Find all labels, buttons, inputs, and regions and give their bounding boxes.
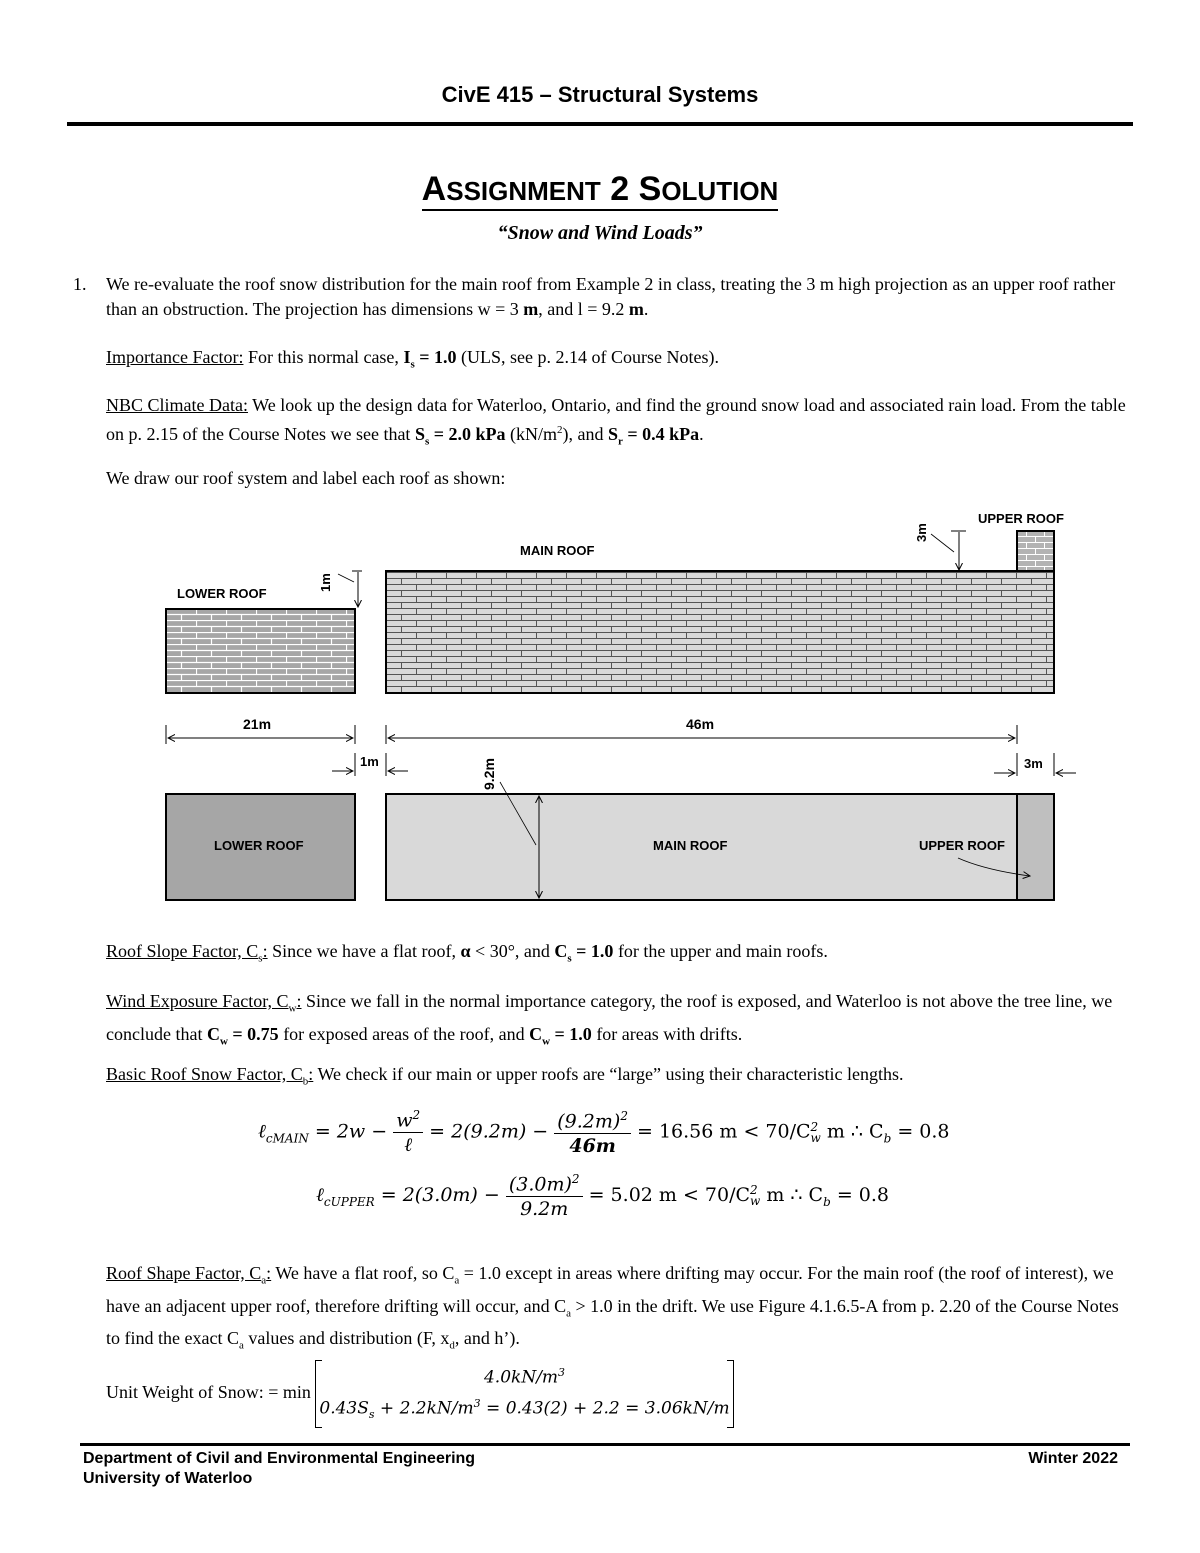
footer-rule — [80, 1443, 1130, 1446]
eq-fraction — [506, 1172, 583, 1220]
frac-den: 46m — [569, 1134, 616, 1157]
document-title — [0, 170, 1200, 209]
title-word: OLUTION — [661, 176, 779, 206]
leader-line — [931, 534, 954, 552]
section-label — [106, 1263, 272, 1287]
footer-department: Department of Civil and Environmental Engineering — [83, 1450, 476, 1467]
text-run: We look up the design data for Waterloo, Ontario, and find the ground snow load and associated rain load. From the table on p. 2.15 of the Course Notes we see that — [106, 395, 1126, 444]
value: = 0.75 — [227, 1023, 279, 1044]
value: = 1.0 — [414, 347, 457, 367]
frac-num-sup: 2 — [620, 1108, 628, 1123]
value: = 2.0 kPa — [429, 424, 506, 444]
subscript: a — [238, 1339, 244, 1352]
section-label — [106, 991, 302, 1015]
unit: m — [523, 299, 539, 319]
text-run: ), and — [562, 424, 608, 444]
symbol: C — [529, 1023, 543, 1044]
plan-upper-roof-label: UPPER ROOF — [919, 838, 1005, 853]
subscript: r — [618, 435, 623, 448]
dim-3m-width: 3m — [1024, 756, 1043, 771]
subscript: s — [424, 435, 430, 448]
dim-9-2m: 9.2m — [481, 758, 497, 790]
subscript: w — [219, 1035, 228, 1048]
label-text: Wind Exposure Factor, C — [106, 991, 289, 1011]
text-run: > 1.0 in the drift. We use Figure 4.1.6.5-A from p. 2.20 of the Course Notes to find the exact C — [106, 1295, 1119, 1349]
label-end: : — [296, 991, 302, 1011]
frac-num-text: w — [396, 1109, 413, 1132]
symbol: C — [206, 1023, 220, 1044]
frac-num-sup: 2 — [571, 1172, 580, 1186]
text-run: We have a flat roof, so C — [271, 1263, 455, 1283]
text-run: . — [699, 424, 704, 444]
eq-text: = 2w − — [308, 1120, 394, 1143]
subscript: w — [542, 1035, 551, 1048]
row-sup: 3 — [558, 1366, 566, 1379]
eq-text: = 0.8 — [830, 1184, 889, 1207]
upper-roof-label: UPPER ROOF — [978, 511, 1064, 526]
eq-supsub — [750, 1185, 760, 1207]
climate-data-paragraph — [106, 393, 1136, 455]
symbol: C — [554, 941, 568, 961]
eq-subscript: b — [823, 1194, 831, 1209]
frac-num — [554, 1109, 631, 1134]
subscript: a — [261, 1274, 267, 1287]
value: = 0.4 kPa — [622, 424, 700, 444]
text-run: Since we fall in the normal importance category, the roof is exposed, and Waterloo is not above the tree line, we conclude that — [106, 991, 1113, 1044]
lower-roof-elevation — [166, 609, 355, 693]
eq-sup: 2 — [810, 1119, 819, 1134]
dim-1m-gap: 1m — [360, 754, 379, 769]
upper-roof-elevation — [1017, 531, 1054, 571]
label-end: : — [262, 941, 268, 961]
text-run: . — [643, 299, 649, 319]
label-text: Roof Slope Factor, C — [106, 941, 259, 961]
eq-fraction — [393, 1108, 423, 1157]
eq-sub: w — [750, 1194, 761, 1209]
subscript: a — [454, 1274, 460, 1287]
dim-46m: 46m — [686, 716, 715, 732]
roof-shape-factor-paragraph — [106, 1261, 1136, 1359]
label-end: : — [308, 1064, 314, 1084]
subscript: s — [410, 358, 415, 371]
text-run: = 1.0 except in areas where drifting may occur. For the main roof (the roof of interest), we have an adjacent upper roof, therefore drifting will occur, and C — [106, 1263, 1114, 1316]
value: = 1.0 — [571, 941, 614, 961]
eq-text: m ∴ C — [760, 1184, 824, 1207]
text-run: (kN/m — [505, 424, 557, 444]
leader-line — [338, 574, 354, 582]
text-run: for the upper and main roofs. — [613, 941, 828, 961]
min-row-2 — [319, 1391, 729, 1428]
row-text: 0.43S — [319, 1398, 369, 1419]
unit: m — [628, 299, 644, 319]
question-text — [106, 272, 1136, 322]
text-run: < 30°, and — [470, 941, 555, 961]
text-run: values and distribution (F, x — [243, 1328, 450, 1349]
text-run: We re-evaluate the roof snow distribution for the main roof from Example 2 in class, treating the 3 m high projection as an upper roof rather than an obstruction. The projection has dimensions w = 3 — [106, 274, 1116, 319]
label-text: Roof Shape Factor, C — [106, 1263, 262, 1283]
footer-term: Winter 2022 — [1028, 1450, 1118, 1467]
diagram-intro: We draw our roof system and label each roof as shown: — [106, 468, 506, 488]
title-number: 2 — [610, 170, 630, 208]
basic-roof-snow-factor-paragraph — [106, 1062, 1136, 1095]
eq-subscript: cMAIN — [265, 1131, 309, 1146]
section-label — [106, 1064, 314, 1088]
frac-num-text: (9.2m) — [557, 1109, 621, 1132]
subscript: a — [566, 1307, 571, 1320]
eq-text: = 2(9.2m) − — [423, 1120, 555, 1143]
label-text: Basic Roof Snow Factor, C — [106, 1064, 303, 1084]
footer-university: University of Waterloo — [83, 1470, 253, 1487]
frac-den: 9.2m — [520, 1198, 569, 1221]
section-label: NBC Climate Data: — [106, 395, 248, 415]
eq-text: = 16.56 m < 70/C — [630, 1120, 811, 1143]
eq-subscript: b — [883, 1131, 892, 1146]
unit-weight-equation — [106, 1360, 734, 1428]
eq-text: = 2(3.0m) − — [374, 1184, 506, 1207]
upper-roof-plan — [1017, 794, 1054, 900]
frac-num — [393, 1108, 423, 1133]
course-title: CivE 415 – Structural Systems — [441, 82, 759, 107]
eq-subscript: cUPPER — [323, 1194, 375, 1209]
subscript: s — [567, 952, 572, 965]
text-run: , and l = 9.2 — [538, 299, 629, 319]
text-run: for exposed areas of the roof, and — [278, 1023, 530, 1044]
unit-weight-label: Unit Weight of Snow: = min — [106, 1381, 311, 1402]
eq-sub: w — [810, 1130, 821, 1145]
main-roof-elevation — [386, 571, 1054, 693]
frac-num-sup: 2 — [412, 1108, 421, 1122]
text-run: We check if our main or upper roofs are “large” using their characteristic lengths. — [313, 1064, 904, 1084]
importance-factor-paragraph — [106, 345, 1136, 378]
row-text: = 0.43(2) + 2.2 = 3.06kN/m — [480, 1398, 730, 1419]
header-rule — [67, 122, 1133, 126]
subscript: w — [288, 1002, 297, 1015]
lower-roof-label: LOWER ROOF — [177, 586, 267, 601]
min-bracket — [315, 1360, 733, 1428]
question-number: 1. — [73, 274, 87, 294]
text-run: for areas with drifts. — [591, 1023, 743, 1044]
eq-sup: 2 — [750, 1183, 758, 1198]
frac-den: ℓ — [404, 1134, 413, 1157]
section-label — [106, 941, 268, 965]
plan-lower-roof-label: LOWER ROOF — [214, 838, 304, 853]
row-sub: s — [368, 1407, 375, 1421]
text-run: Since we have a flat roof, — [267, 941, 461, 961]
row-sup: 3 — [473, 1396, 481, 1410]
wind-exposure-factor-paragraph — [106, 989, 1136, 1054]
symbol: α — [460, 941, 471, 961]
eq-supsub — [810, 1119, 821, 1145]
equation-upper-roof — [316, 1172, 889, 1220]
symbol: S — [607, 424, 618, 444]
eq-fraction — [554, 1109, 631, 1157]
document-subtitle: “Snow and Wind Loads” — [497, 222, 703, 244]
subscript: d — [449, 1339, 455, 1352]
title-underline — [422, 170, 779, 211]
eq-symbol: ℓ — [316, 1184, 324, 1207]
roof-slope-factor-paragraph — [106, 939, 1136, 972]
dim-3m-vertical: 3m — [914, 523, 929, 542]
value: = 1.0 — [550, 1023, 592, 1044]
text-run: (ULS, see p. 2.14 of Course Notes). — [456, 347, 719, 367]
symbol: S — [414, 424, 425, 444]
superscript: 2 — [557, 424, 563, 436]
title-letter: S — [638, 170, 662, 208]
row-text: + 2.2kN/m — [374, 1398, 474, 1419]
main-roof-label: MAIN ROOF — [520, 543, 595, 558]
title-word: SSIGNMENT — [446, 176, 601, 206]
section-label: Importance Factor: — [106, 347, 244, 367]
subscript: b — [302, 1075, 309, 1088]
row-text: 4.0kN/m — [483, 1367, 559, 1388]
eq-text: m ∴ C — [820, 1120, 884, 1143]
text-run: For this normal case, — [243, 347, 404, 367]
subscript: s — [258, 952, 263, 965]
eq-symbol: ℓ — [258, 1120, 266, 1143]
frac-num — [506, 1172, 583, 1197]
dim-1m-vertical: 1m — [318, 573, 333, 592]
label-end: : — [266, 1263, 272, 1283]
dim-21m: 21m — [243, 716, 272, 732]
title-letter: A — [421, 170, 447, 208]
symbol: I — [403, 347, 411, 367]
eq-text: = 0.8 — [891, 1120, 950, 1143]
equation-main-roof — [258, 1108, 950, 1157]
text-run: , and h’). — [454, 1328, 520, 1349]
eq-text: = 5.02 m < 70/C — [582, 1184, 751, 1207]
roof-system-diagram — [0, 500, 1200, 910]
plan-main-roof-label: MAIN ROOF — [653, 838, 728, 853]
frac-num-text: (3.0m) — [508, 1173, 572, 1196]
min-row-1 — [319, 1360, 729, 1391]
